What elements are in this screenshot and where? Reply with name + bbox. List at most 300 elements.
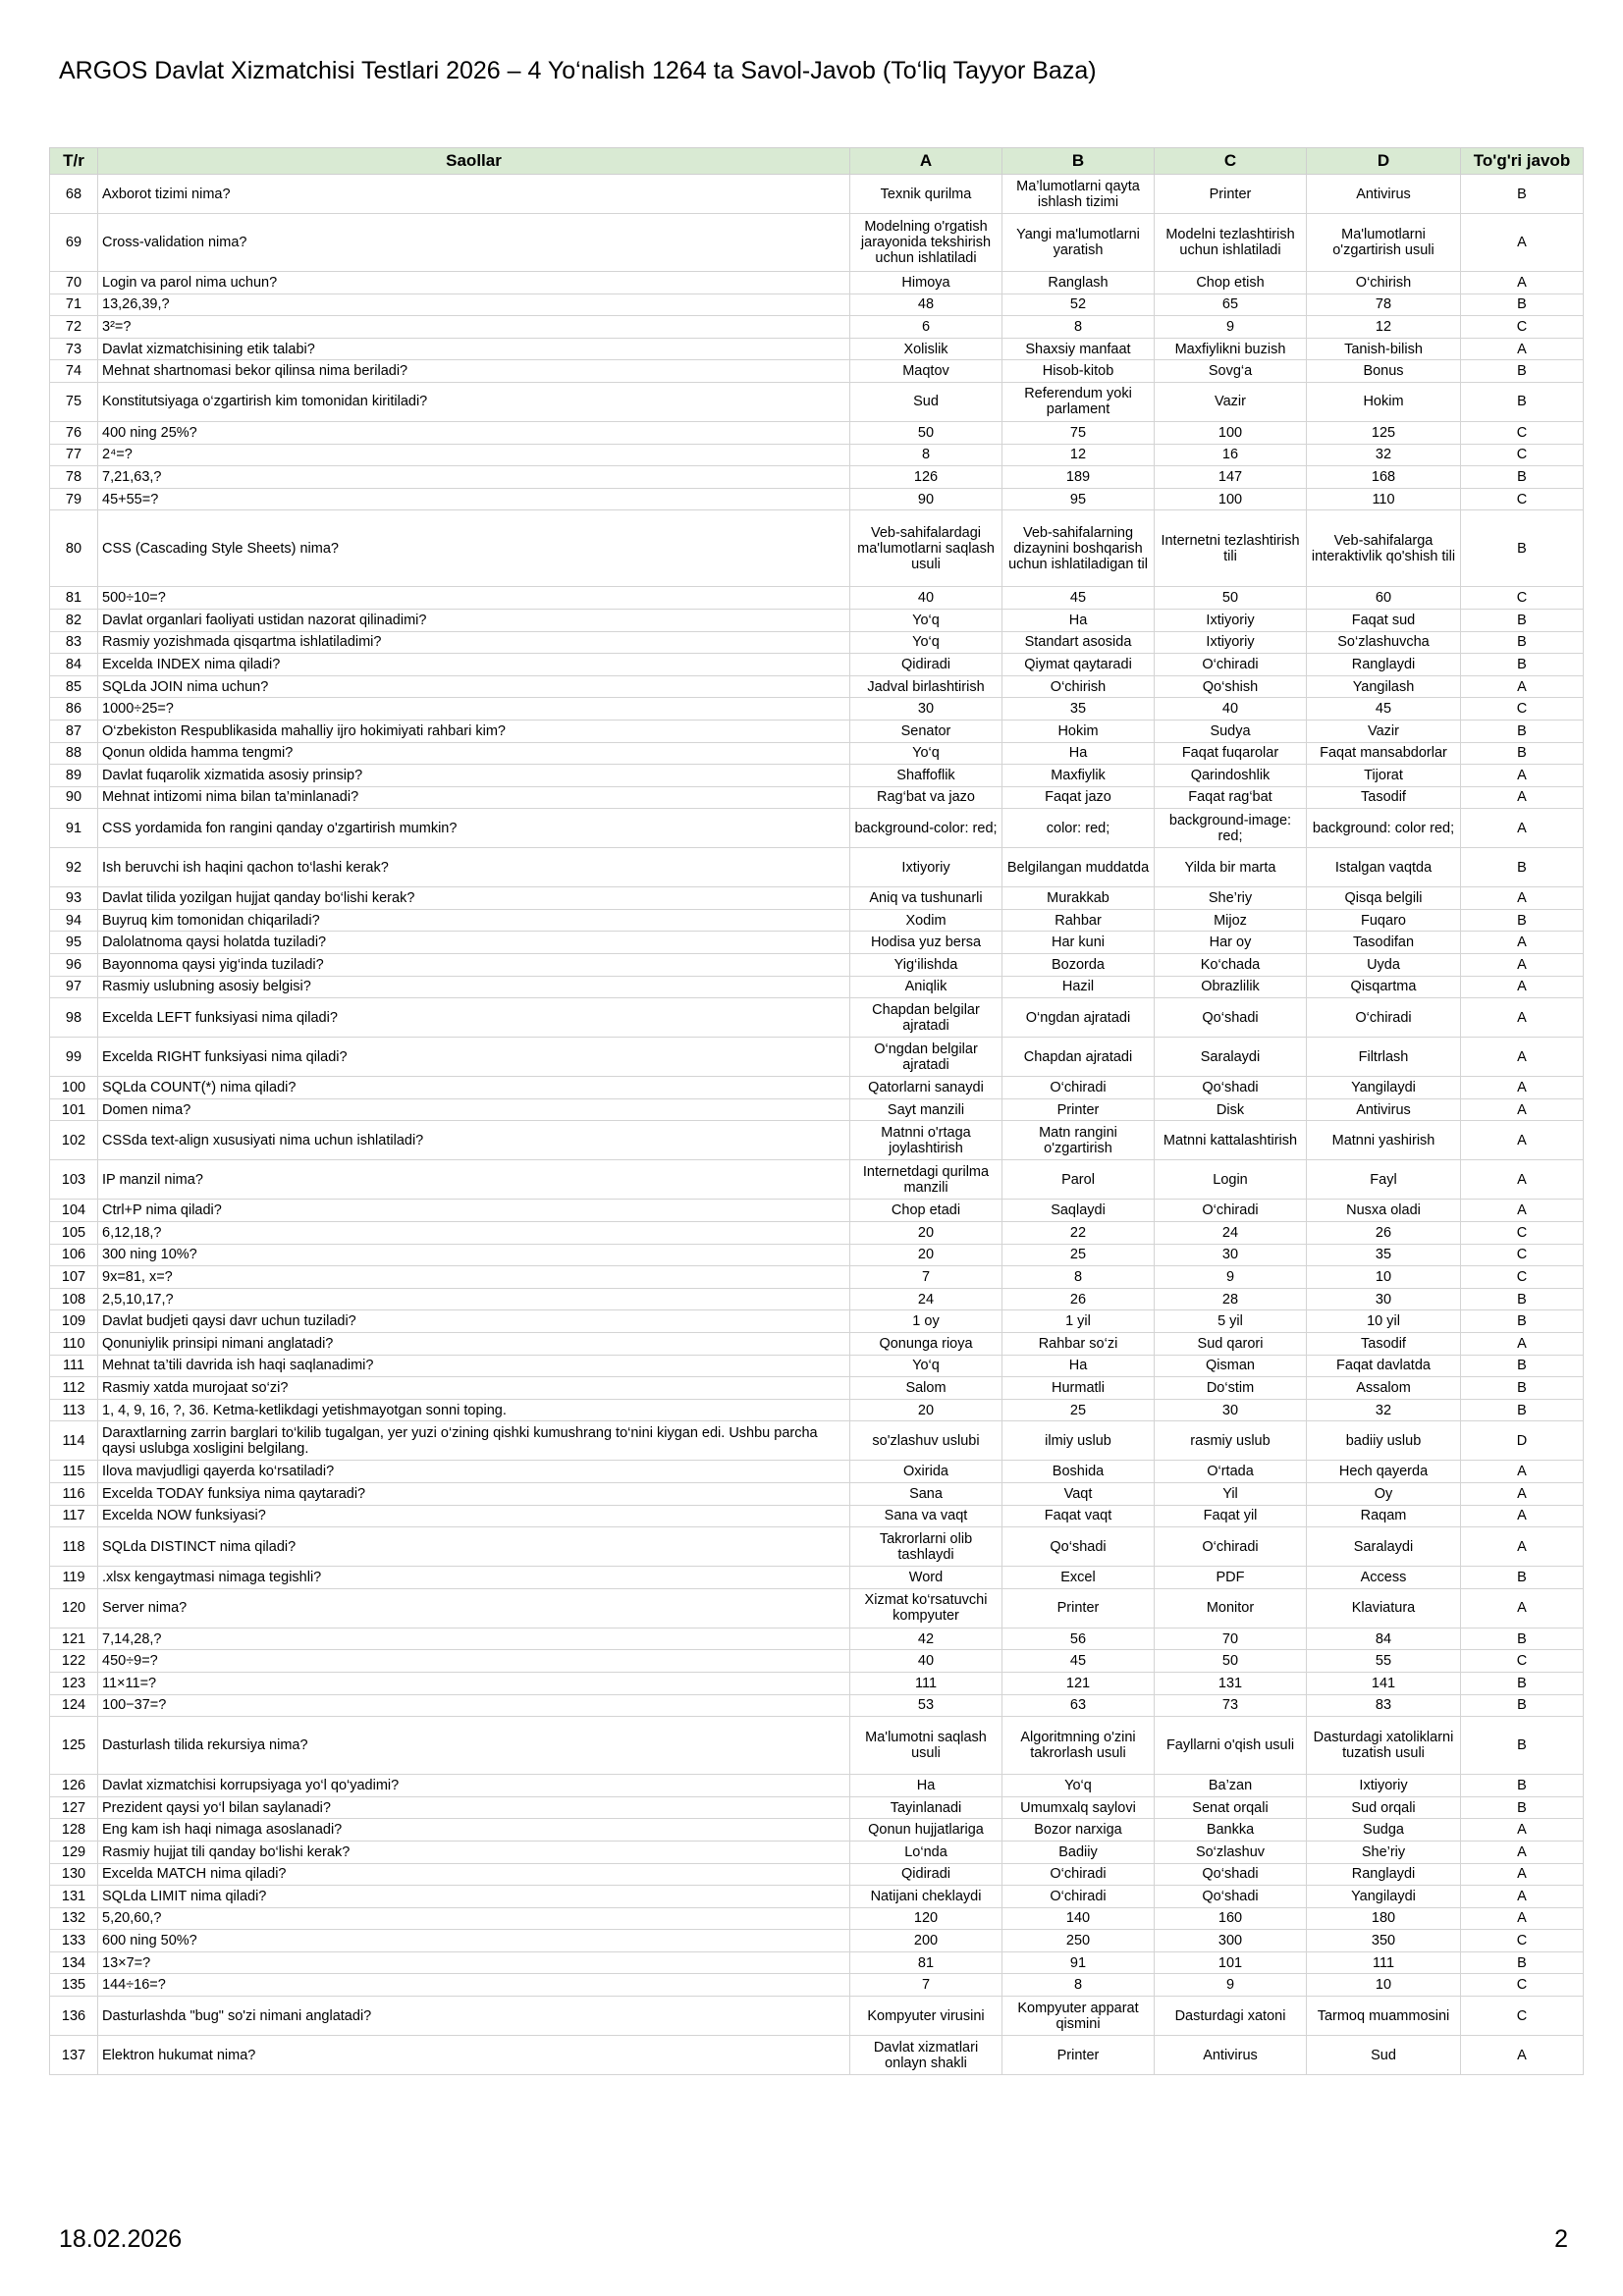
table-row bbox=[50, 1694, 1584, 1717]
cell-question: Qonun oldida hamma tengmi? bbox=[98, 742, 850, 765]
cell-correct-answer: B bbox=[1461, 1951, 1584, 1974]
table-row bbox=[50, 909, 1584, 932]
cell-option-b: 95 bbox=[1002, 488, 1155, 510]
cell-number: 123 bbox=[50, 1672, 98, 1694]
cell-option-b: Boshida bbox=[1002, 1461, 1155, 1483]
table-row bbox=[50, 360, 1584, 383]
cell-option-d: Oy bbox=[1307, 1482, 1461, 1505]
table-row bbox=[50, 1505, 1584, 1527]
cell-option-a: Lo‘nda bbox=[850, 1841, 1002, 1863]
cell-option-b: Qiymat qaytaradi bbox=[1002, 654, 1155, 676]
cell-number: 95 bbox=[50, 932, 98, 954]
cell-option-b: O‘chiradi bbox=[1002, 1077, 1155, 1099]
cell-question: .xlsx kengaytmasi nimaga tegishli? bbox=[98, 1567, 850, 1589]
cell-question: Server nima? bbox=[98, 1588, 850, 1628]
cell-option-d: Yangilash bbox=[1307, 675, 1461, 698]
cell-option-d: background: color red; bbox=[1307, 809, 1461, 848]
cell-correct-answer: A bbox=[1461, 1907, 1584, 1930]
cell-option-d: Sudga bbox=[1307, 1819, 1461, 1842]
cell-option-c: rasmiy uslub bbox=[1155, 1421, 1307, 1461]
table-row bbox=[50, 272, 1584, 294]
cell-option-b: 12 bbox=[1002, 444, 1155, 466]
table-row bbox=[50, 1527, 1584, 1567]
cell-option-c: Ba’zan bbox=[1155, 1775, 1307, 1797]
header-option-a: A bbox=[850, 148, 1002, 175]
cell-correct-answer: B bbox=[1461, 1355, 1584, 1377]
cell-number: 81 bbox=[50, 587, 98, 610]
cell-option-d: Antivirus bbox=[1307, 1098, 1461, 1121]
cell-option-d: Qisqa belgili bbox=[1307, 887, 1461, 910]
cell-option-c: O‘rtada bbox=[1155, 1461, 1307, 1483]
cell-question: SQLda COUNT(*) nima qiladi? bbox=[98, 1077, 850, 1099]
header-correct-answer: To'g'ri javob bbox=[1461, 148, 1584, 175]
table-row bbox=[50, 466, 1584, 489]
cell-option-a: 50 bbox=[850, 421, 1002, 444]
cell-correct-answer: C bbox=[1461, 1650, 1584, 1673]
cell-option-d: Hech qayerda bbox=[1307, 1461, 1461, 1483]
cell-option-a: Tayinlanadi bbox=[850, 1796, 1002, 1819]
cell-option-d: 55 bbox=[1307, 1650, 1461, 1673]
table-row bbox=[50, 1717, 1584, 1775]
cell-number: 75 bbox=[50, 382, 98, 421]
cell-option-b: Saqlaydi bbox=[1002, 1200, 1155, 1222]
cell-correct-answer: A bbox=[1461, 1077, 1584, 1099]
cell-option-b: 45 bbox=[1002, 587, 1155, 610]
cell-option-d: Sud bbox=[1307, 2036, 1461, 2075]
cell-question: Davlat budjeti qaysi davr uchun tuziladi? bbox=[98, 1310, 850, 1333]
cell-correct-answer: A bbox=[1461, 1527, 1584, 1567]
cell-number: 69 bbox=[50, 214, 98, 272]
cell-option-d: 168 bbox=[1307, 466, 1461, 489]
table-row bbox=[50, 720, 1584, 742]
cell-number: 85 bbox=[50, 675, 98, 698]
cell-option-b: 140 bbox=[1002, 1907, 1155, 1930]
cell-question: Konstitutsiyaga o‘zgartirish kim tomonidan kiritiladi? bbox=[98, 382, 850, 421]
cell-option-d: Tasodifan bbox=[1307, 932, 1461, 954]
cell-option-d: Uyda bbox=[1307, 954, 1461, 977]
table-row bbox=[50, 2036, 1584, 2075]
cell-option-d: 350 bbox=[1307, 1930, 1461, 1952]
cell-option-d: O‘chirish bbox=[1307, 272, 1461, 294]
cell-option-c: Antivirus bbox=[1155, 2036, 1307, 2075]
cell-option-b: Veb-sahifalarning dizaynini boshqarish uchun ishlatiladigan til bbox=[1002, 510, 1155, 587]
cell-option-b: 26 bbox=[1002, 1288, 1155, 1310]
cell-correct-answer: C bbox=[1461, 488, 1584, 510]
table-row bbox=[50, 631, 1584, 654]
cell-option-b: Matn rangini o'zgartirish bbox=[1002, 1121, 1155, 1160]
cell-question: 9x=81, x=? bbox=[98, 1266, 850, 1289]
table-row bbox=[50, 1121, 1584, 1160]
table-row bbox=[50, 954, 1584, 977]
cell-option-c: Saralaydi bbox=[1155, 1038, 1307, 1077]
cell-option-a: 111 bbox=[850, 1672, 1002, 1694]
cell-number: 101 bbox=[50, 1098, 98, 1121]
cell-option-a: Himoya bbox=[850, 272, 1002, 294]
cell-option-a: 20 bbox=[850, 1399, 1002, 1421]
cell-option-d: Bonus bbox=[1307, 360, 1461, 383]
cell-question: Davlat tilida yozilgan hujjat qanday bo‘lishi kerak? bbox=[98, 887, 850, 910]
cell-correct-answer: C bbox=[1461, 1222, 1584, 1245]
cell-option-b: 52 bbox=[1002, 294, 1155, 316]
table-row bbox=[50, 1421, 1584, 1461]
cell-question: Eng kam ish haqi nimaga asoslanadi? bbox=[98, 1819, 850, 1842]
cell-number: 77 bbox=[50, 444, 98, 466]
cell-option-a: Ixtiyoriy bbox=[850, 848, 1002, 887]
cell-question: SQLda DISTINCT nima qiladi? bbox=[98, 1527, 850, 1567]
cell-option-a: Qidiradi bbox=[850, 1863, 1002, 1886]
cell-option-a: Yo‘q bbox=[850, 609, 1002, 631]
cell-option-a: Texnik qurilma bbox=[850, 175, 1002, 214]
cell-option-b: Ma’lumotlarni qayta ishlash tizimi bbox=[1002, 175, 1155, 214]
table-row bbox=[50, 1796, 1584, 1819]
cell-option-c: Qisman bbox=[1155, 1355, 1307, 1377]
cell-option-a: Qatorlarni sanaydi bbox=[850, 1077, 1002, 1099]
table-row bbox=[50, 1650, 1584, 1673]
cell-correct-answer: C bbox=[1461, 1266, 1584, 1289]
cell-correct-answer: B bbox=[1461, 1672, 1584, 1694]
table-row bbox=[50, 654, 1584, 676]
cell-option-c: Modelni tezlashtirish uchun ishlatiladi bbox=[1155, 214, 1307, 272]
cell-question: Excelda LEFT funksiyasi nima qiladi? bbox=[98, 998, 850, 1038]
cell-option-d: Tanish-bilish bbox=[1307, 338, 1461, 360]
cell-option-c: 5 yil bbox=[1155, 1310, 1307, 1333]
cell-correct-answer: C bbox=[1461, 587, 1584, 610]
cell-option-b: Referendum yoki parlament bbox=[1002, 382, 1155, 421]
cell-option-b: Hisob-kitob bbox=[1002, 360, 1155, 383]
cell-option-d: 110 bbox=[1307, 488, 1461, 510]
cell-correct-answer: B bbox=[1461, 609, 1584, 631]
cell-number: 104 bbox=[50, 1200, 98, 1222]
cell-option-b: O‘chiradi bbox=[1002, 1886, 1155, 1908]
table-row bbox=[50, 887, 1584, 910]
cell-option-c: 73 bbox=[1155, 1694, 1307, 1717]
cell-number: 136 bbox=[50, 1997, 98, 2036]
cell-option-c: She’riy bbox=[1155, 887, 1307, 910]
cell-option-a: 126 bbox=[850, 466, 1002, 489]
cell-option-b: Hokim bbox=[1002, 720, 1155, 742]
cell-option-b: Rahbar so‘zi bbox=[1002, 1333, 1155, 1356]
table-row bbox=[50, 1038, 1584, 1077]
cell-option-b: Ha bbox=[1002, 742, 1155, 765]
cell-option-b: O‘ngdan ajratadi bbox=[1002, 998, 1155, 1038]
cell-option-b: Yangi ma'lumotlarni yaratish bbox=[1002, 214, 1155, 272]
cell-question: 500÷10=? bbox=[98, 587, 850, 610]
cell-option-b: 56 bbox=[1002, 1628, 1155, 1650]
cell-option-d: 45 bbox=[1307, 698, 1461, 721]
cell-question: SQLda JOIN nima uchun? bbox=[98, 675, 850, 698]
table-row bbox=[50, 765, 1584, 787]
cell-number: 79 bbox=[50, 488, 98, 510]
cell-option-d: Tasodif bbox=[1307, 1333, 1461, 1356]
cell-correct-answer: B bbox=[1461, 631, 1584, 654]
cell-number: 86 bbox=[50, 698, 98, 721]
cell-correct-answer: A bbox=[1461, 1482, 1584, 1505]
cell-option-d: Hokim bbox=[1307, 382, 1461, 421]
table-row bbox=[50, 510, 1584, 587]
cell-question: Login va parol nima uchun? bbox=[98, 272, 850, 294]
cell-correct-answer: B bbox=[1461, 1775, 1584, 1797]
cell-option-c: Har oy bbox=[1155, 932, 1307, 954]
cell-correct-answer: B bbox=[1461, 382, 1584, 421]
cell-option-a: 90 bbox=[850, 488, 1002, 510]
cell-option-c: Sud qarori bbox=[1155, 1333, 1307, 1356]
cell-option-b: Bozorda bbox=[1002, 954, 1155, 977]
cell-number: 119 bbox=[50, 1567, 98, 1589]
cell-option-d: Access bbox=[1307, 1567, 1461, 1589]
cell-option-d: Vazir bbox=[1307, 720, 1461, 742]
table-row bbox=[50, 488, 1584, 510]
cell-option-c: Qo‘shish bbox=[1155, 675, 1307, 698]
cell-correct-answer: D bbox=[1461, 1421, 1584, 1461]
cell-option-a: 40 bbox=[850, 1650, 1002, 1673]
cell-option-b: 8 bbox=[1002, 1974, 1155, 1997]
cell-option-b: O‘chirish bbox=[1002, 675, 1155, 698]
cell-option-c: Login bbox=[1155, 1160, 1307, 1200]
table-row bbox=[50, 444, 1584, 466]
cell-question: 7,21,63,? bbox=[98, 466, 850, 489]
cell-option-a: Xodim bbox=[850, 909, 1002, 932]
cell-option-d: 10 yil bbox=[1307, 1310, 1461, 1333]
cell-option-c: Faqat fuqarolar bbox=[1155, 742, 1307, 765]
cell-option-a: Xolislik bbox=[850, 338, 1002, 360]
cell-question: Ctrl+P nima qiladi? bbox=[98, 1200, 850, 1222]
cell-question: 100−37=? bbox=[98, 1694, 850, 1717]
cell-correct-answer: A bbox=[1461, 809, 1584, 848]
cell-option-c: 65 bbox=[1155, 294, 1307, 316]
page-number: 2 bbox=[1554, 2225, 1568, 2253]
cell-option-a: Yo‘q bbox=[850, 631, 1002, 654]
cell-correct-answer: A bbox=[1461, 954, 1584, 977]
cell-option-a: Aniqlik bbox=[850, 976, 1002, 998]
cell-number: 111 bbox=[50, 1355, 98, 1377]
cell-question: Qonuniylik prinsipi nimani anglatadi? bbox=[98, 1333, 850, 1356]
cell-question: Daraxtlarning zarrin barglari to‘kilib tugalgan, yer yuzi o‘zining qishki kumushrang to‘nini kiygan edi. Ushbu parcha qaysi uslubga xosligini belgilang. bbox=[98, 1421, 850, 1461]
cell-option-d: Sud orqali bbox=[1307, 1796, 1461, 1819]
cell-option-a: Word bbox=[850, 1567, 1002, 1589]
cell-option-d: Qisqartma bbox=[1307, 976, 1461, 998]
cell-question: SQLda LIMIT nima qiladi? bbox=[98, 1886, 850, 1908]
cell-option-d: 10 bbox=[1307, 1974, 1461, 1997]
cell-option-a: 6 bbox=[850, 316, 1002, 339]
cell-number: 120 bbox=[50, 1588, 98, 1628]
table-row bbox=[50, 1077, 1584, 1099]
cell-option-d: Yangilaydi bbox=[1307, 1886, 1461, 1908]
cell-question: 144÷16=? bbox=[98, 1974, 850, 1997]
table-row bbox=[50, 698, 1584, 721]
cell-number: 126 bbox=[50, 1775, 98, 1797]
cell-question: Mehnat shartnomasi bekor qilinsa nima beriladi? bbox=[98, 360, 850, 383]
cell-option-b: ilmiy uslub bbox=[1002, 1421, 1155, 1461]
table-row bbox=[50, 675, 1584, 698]
cell-option-a: 42 bbox=[850, 1628, 1002, 1650]
cell-option-b: Parol bbox=[1002, 1160, 1155, 1200]
cell-question: CSS (Cascading Style Sheets) nima? bbox=[98, 510, 850, 587]
cell-number: 91 bbox=[50, 809, 98, 848]
header-number: T/r bbox=[50, 148, 98, 175]
cell-question: Dasturlash tilida rekursiya nima? bbox=[98, 1717, 850, 1775]
table-row bbox=[50, 1907, 1584, 1930]
cell-option-a: Jadval birlashtirish bbox=[850, 675, 1002, 698]
cell-number: 73 bbox=[50, 338, 98, 360]
cell-question: Rasmiy yozishmada qisqartma ishlatiladimi? bbox=[98, 631, 850, 654]
cell-option-a: Salom bbox=[850, 1377, 1002, 1400]
cell-correct-answer: A bbox=[1461, 338, 1584, 360]
cell-option-a: Sud bbox=[850, 382, 1002, 421]
cell-option-b: Yo‘q bbox=[1002, 1775, 1155, 1797]
cell-option-b: 25 bbox=[1002, 1399, 1155, 1421]
cell-option-b: Bozor narxiga bbox=[1002, 1819, 1155, 1842]
cell-correct-answer: A bbox=[1461, 976, 1584, 998]
cell-correct-answer: C bbox=[1461, 698, 1584, 721]
cell-correct-answer: B bbox=[1461, 654, 1584, 676]
table-row bbox=[50, 1461, 1584, 1483]
cell-number: 118 bbox=[50, 1527, 98, 1567]
cell-option-c: Sudya bbox=[1155, 720, 1307, 742]
cell-option-a: 20 bbox=[850, 1222, 1002, 1245]
cell-option-c: Sovg‘a bbox=[1155, 360, 1307, 383]
cell-option-d: 12 bbox=[1307, 316, 1461, 339]
cell-question: 6,12,18,? bbox=[98, 1222, 850, 1245]
cell-option-a: Sayt manzili bbox=[850, 1098, 1002, 1121]
table-row bbox=[50, 1098, 1584, 1121]
cell-question: 600 ning 50%? bbox=[98, 1930, 850, 1952]
cell-option-a: Qonun hujjatlariga bbox=[850, 1819, 1002, 1842]
cell-option-d: Ranglaydi bbox=[1307, 1863, 1461, 1886]
table-row bbox=[50, 421, 1584, 444]
cell-option-a: Matnni o'rtaga joylashtirish bbox=[850, 1121, 1002, 1160]
cell-number: 74 bbox=[50, 360, 98, 383]
table-row bbox=[50, 998, 1584, 1038]
cell-number: 110 bbox=[50, 1333, 98, 1356]
cell-option-d: Dasturdagi xatoliklarni tuzatish usuli bbox=[1307, 1717, 1461, 1775]
cell-option-d: 111 bbox=[1307, 1951, 1461, 1974]
cell-option-a: Davlat xizmatlari onlayn shakli bbox=[850, 2036, 1002, 2075]
cell-correct-answer: A bbox=[1461, 675, 1584, 698]
cell-option-c: Obrazlilik bbox=[1155, 976, 1307, 998]
table-row bbox=[50, 809, 1584, 848]
cell-question: 1000÷25=? bbox=[98, 698, 850, 721]
cell-question: IP manzil nima? bbox=[98, 1160, 850, 1200]
cell-option-b: Vaqt bbox=[1002, 1482, 1155, 1505]
cell-option-c: Matnni kattalashtirish bbox=[1155, 1121, 1307, 1160]
cell-correct-answer: B bbox=[1461, 1796, 1584, 1819]
table-row bbox=[50, 1266, 1584, 1289]
table-row bbox=[50, 1997, 1584, 2036]
cell-option-d: 83 bbox=[1307, 1694, 1461, 1717]
cell-correct-answer: B bbox=[1461, 510, 1584, 587]
cell-number: 128 bbox=[50, 1819, 98, 1842]
cell-number: 131 bbox=[50, 1886, 98, 1908]
cell-correct-answer: B bbox=[1461, 1567, 1584, 1589]
cell-option-d: 30 bbox=[1307, 1288, 1461, 1310]
cell-option-c: O‘chiradi bbox=[1155, 1200, 1307, 1222]
table-row bbox=[50, 1819, 1584, 1842]
cell-option-a: 40 bbox=[850, 587, 1002, 610]
cell-option-a: Oxirida bbox=[850, 1461, 1002, 1483]
cell-option-a: 53 bbox=[850, 1694, 1002, 1717]
cell-option-b: Algoritmning o'zini takrorlash usuli bbox=[1002, 1717, 1155, 1775]
table-row bbox=[50, 1355, 1584, 1377]
cell-option-b: Faqat vaqt bbox=[1002, 1505, 1155, 1527]
cell-question: CSSda text-align xususiyati nima uchun ishlatiladi? bbox=[98, 1121, 850, 1160]
cell-correct-answer: A bbox=[1461, 1121, 1584, 1160]
cell-option-d: 35 bbox=[1307, 1244, 1461, 1266]
table-row bbox=[50, 1775, 1584, 1797]
cell-option-c: Ixtiyoriy bbox=[1155, 631, 1307, 654]
cell-option-c: Mijoz bbox=[1155, 909, 1307, 932]
footer-date: 18.02.2026 bbox=[59, 2225, 183, 2253]
cell-option-c: Qo‘shadi bbox=[1155, 998, 1307, 1038]
cell-correct-answer: B bbox=[1461, 466, 1584, 489]
header-option-c: C bbox=[1155, 148, 1307, 175]
cell-number: 117 bbox=[50, 1505, 98, 1527]
cell-correct-answer: A bbox=[1461, 272, 1584, 294]
cell-correct-answer: A bbox=[1461, 1038, 1584, 1077]
table-row bbox=[50, 742, 1584, 765]
cell-option-a: 48 bbox=[850, 294, 1002, 316]
cell-option-c: 30 bbox=[1155, 1399, 1307, 1421]
cell-option-b: 63 bbox=[1002, 1694, 1155, 1717]
cell-option-b: 25 bbox=[1002, 1244, 1155, 1266]
cell-correct-answer: C bbox=[1461, 1997, 1584, 2036]
cell-option-b: Excel bbox=[1002, 1567, 1155, 1589]
table-row bbox=[50, 1863, 1584, 1886]
cell-number: 124 bbox=[50, 1694, 98, 1717]
cell-correct-answer: B bbox=[1461, 294, 1584, 316]
cell-question: 1, 4, 9, 16, ?, 36. Ketma-ketlikdagi yetishmayotgan sonni toping. bbox=[98, 1399, 850, 1421]
cell-option-c: Maxfiylikni buzish bbox=[1155, 338, 1307, 360]
table-row bbox=[50, 1951, 1584, 1974]
cell-question: Ilova mavjudligi qayerda ko‘rsatiladi? bbox=[98, 1461, 850, 1483]
cell-option-a: 30 bbox=[850, 698, 1002, 721]
cell-option-c: Qo‘shadi bbox=[1155, 1886, 1307, 1908]
cell-question: Dalolatnoma qaysi holatda tuziladi? bbox=[98, 932, 850, 954]
cell-number: 89 bbox=[50, 765, 98, 787]
quiz-table bbox=[49, 147, 1584, 2075]
cell-correct-answer: B bbox=[1461, 1288, 1584, 1310]
cell-option-a: Yo‘q bbox=[850, 742, 1002, 765]
table-row bbox=[50, 382, 1584, 421]
cell-option-b: Chapdan ajratadi bbox=[1002, 1038, 1155, 1077]
table-header-row bbox=[50, 148, 1584, 175]
header-option-b: B bbox=[1002, 148, 1155, 175]
cell-question: 2,5,10,17,? bbox=[98, 1288, 850, 1310]
cell-correct-answer: A bbox=[1461, 887, 1584, 910]
cell-question: Axborot tizimi nima? bbox=[98, 175, 850, 214]
cell-option-c: Qo‘shadi bbox=[1155, 1077, 1307, 1099]
cell-option-a: Takrorlarni olib tashlaydi bbox=[850, 1527, 1002, 1567]
table-row bbox=[50, 1399, 1584, 1421]
table-row bbox=[50, 587, 1584, 610]
table-body bbox=[50, 175, 1584, 2075]
cell-number: 107 bbox=[50, 1266, 98, 1289]
cell-option-b: Belgilangan muddatda bbox=[1002, 848, 1155, 887]
cell-option-c: 300 bbox=[1155, 1930, 1307, 1952]
cell-question: Prezident qaysi yo‘l bilan saylanadi? bbox=[98, 1796, 850, 1819]
cell-question: Mehnat intizomi nima bilan ta’minlanadi? bbox=[98, 786, 850, 809]
cell-number: 76 bbox=[50, 421, 98, 444]
cell-option-c: Qarindoshlik bbox=[1155, 765, 1307, 787]
cell-number: 115 bbox=[50, 1461, 98, 1483]
cell-correct-answer: B bbox=[1461, 909, 1584, 932]
cell-number: 88 bbox=[50, 742, 98, 765]
cell-question: CSS yordamida fon rangini qanday o'zgartirish mumkin? bbox=[98, 809, 850, 848]
cell-question: Dasturlashda "bug" so'zi nimani anglatadi? bbox=[98, 1997, 850, 2036]
cell-number: 98 bbox=[50, 998, 98, 1038]
cell-correct-answer: B bbox=[1461, 1628, 1584, 1650]
cell-correct-answer: A bbox=[1461, 1841, 1584, 1863]
cell-option-a: 81 bbox=[850, 1951, 1002, 1974]
